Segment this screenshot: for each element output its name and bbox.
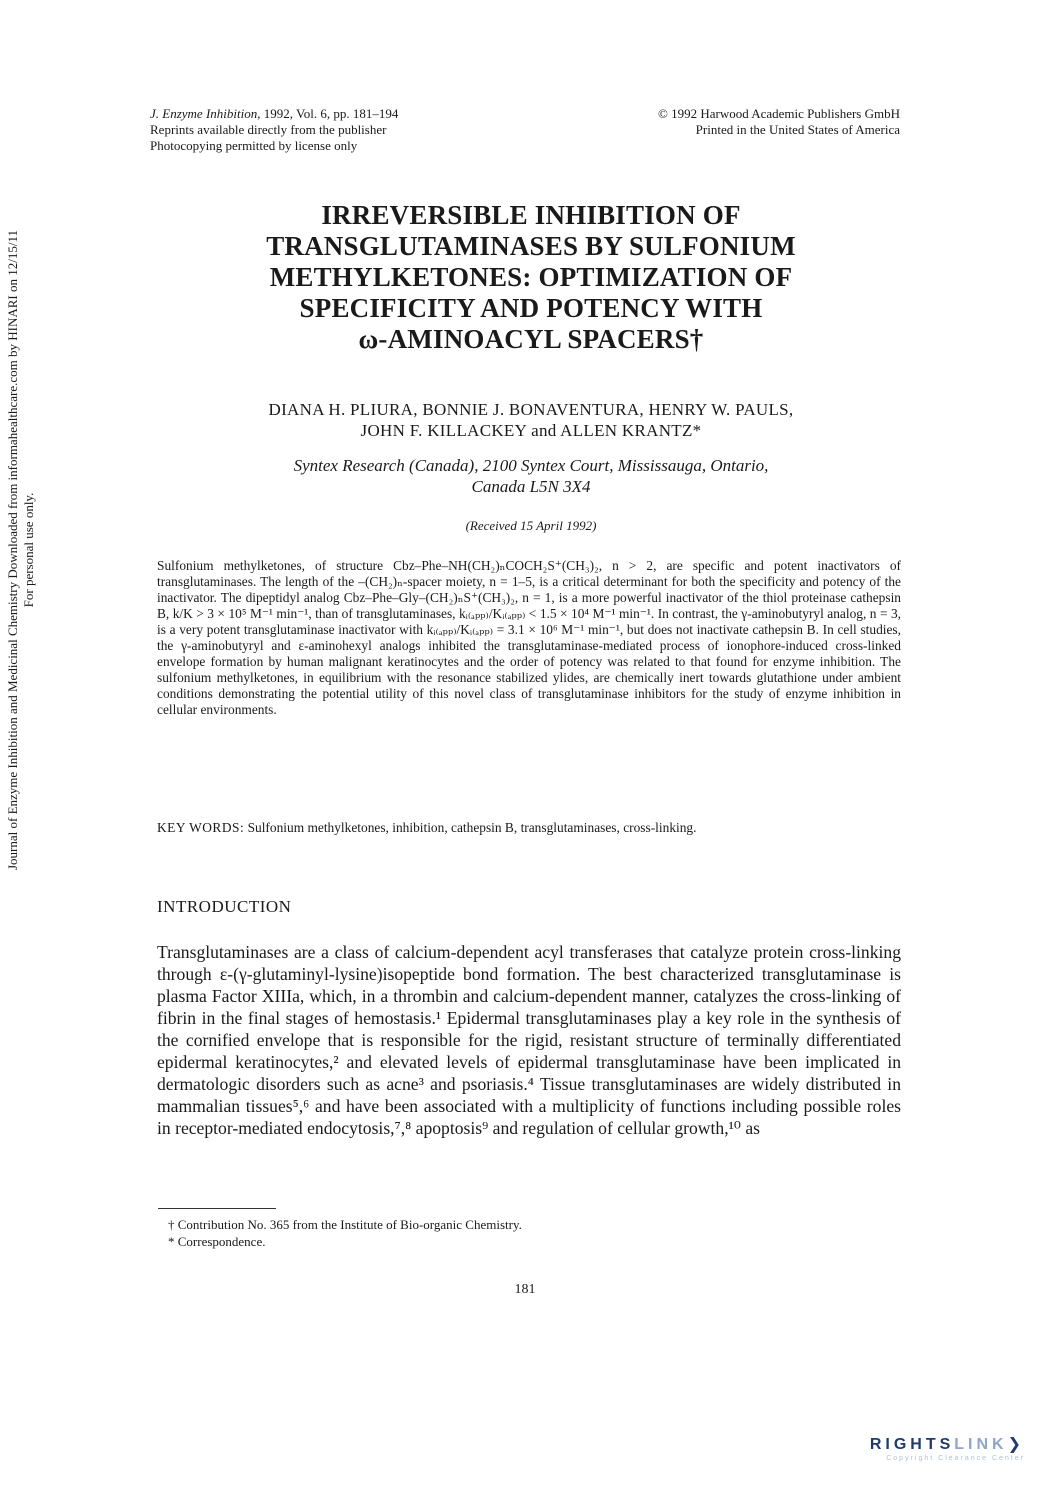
page-number: 181 [514, 1282, 536, 1297]
affiliation [160, 455, 902, 497]
section-heading: INTRODUCTION [157, 897, 292, 916]
logo-subtitle: Copyright Clearance Center [886, 1455, 1025, 1462]
author-list [160, 399, 902, 441]
printed-note: Printed in the United States of America [695, 122, 900, 137]
footnote-dagger: † Contribution No. 365 from the Institute of Bio-organic Chemistry. [168, 1217, 522, 1232]
download-sidebar [5, 0, 45, 1300]
header-left [150, 106, 398, 154]
sidebar-line-2: For personal use only. [21, 492, 36, 608]
header-right [658, 106, 900, 138]
footnote-star: * Correspondence. [168, 1234, 266, 1249]
copyright-note: © 1992 Harwood Academic Publishers GmbH [657, 106, 900, 121]
logo-wordmark: RIGHTSLINK❯ [869, 1436, 1025, 1453]
key-words [157, 820, 901, 836]
title-line: IRREVERSIBLE INHIBITION OF [321, 200, 741, 230]
title-line: ω-AMINOACYL SPACERS† [358, 324, 704, 354]
footnote-rule [158, 1208, 276, 1209]
authors-line-2: JOHN F. KILLACKEY and ALLEN KRANTZ* [360, 421, 702, 440]
authors-line-1: DIANA H. PLIURA, BONNIE J. BONAVENTURA, HENRY W. PAULS, [268, 400, 794, 419]
key-words-text: Sulfonium methylketones, inhibition, cathepsin B, transglutaminases, cross-linking. [244, 820, 697, 835]
sidebar-line-1: Journal of Enzyme Inhibition and Medicinal Chemistry Downloaded from informahealthcare.com by HINARI on 12/15/11 [5, 230, 20, 870]
key-words-label: KEY WORDS: [157, 820, 245, 835]
article-title [160, 200, 902, 355]
introduction-paragraph: Transglutaminases are a class of calcium-dependent acyl transferases that catalyze protein cross-linking through ε-(γ-glutaminyl-lysine)isopeptide bond formation. The best characterized transglutaminase is plasma Factor XIIIa, which, in a thrombin and calcium-dependent manner, catalyzes the cross-linking of fibrin in the final stages of hemostasis.¹ Epidermal transglutaminases play a key role in the synthesis of the cornified envelope that is responsible for the rigid, resistant structure of terminally differentiated epidermal keratinocytes,² and elevated levels of epidermal transglutaminase have been implicated in dermatologic disorders such as acne³ and psoriasis.⁴ Tissue transglutaminases are widely distributed in mammalian tissues⁵,⁶ and have been associated with a multiplicity of functions including possible roles in receptor-mediated endocytosis,⁷,⁸ apoptosis⁹ and regulation of cellular growth,¹⁰ as [157, 942, 901, 1138]
affiliation-line-2: Canada L5N 3X4 [471, 477, 591, 496]
title-line: TRANSGLUTAMINASES BY SULFONIUM [266, 231, 796, 261]
reprints-note: Reprints available directly from the publisher [150, 122, 387, 137]
rightslink-logo[interactable] [870, 1434, 1025, 1462]
journal-citation: J. Enzyme Inhibition, 1992, Vol. 6, pp. 181–194 [150, 106, 399, 121]
abstract: Sulfonium methylketones, of structure Cbz–Phe–NH(CH₂)ₙCOCH₂S⁺(CH₃)₂, n > 2, are specific and potent inactivators of transglutaminases. The length of the –(CH₂)ₙ-spacer moiety, n = 1–5, is a critical determinant for both the specificity and potency of the inactivator. The dipeptidyl analog Cbz–Phe–Gly–(CH₂)ₙS⁺(CH₃)₂, n = 1, is a more powerful inactivator of the thiol proteinase cathepsin B, k/K > 3 × 10⁵ M⁻¹ min⁻¹, than of transglutaminases, kᵢ₍ₐₚₚ₎/Kᵢ₍ₐₚₚ₎ < 1.5 × 10⁴ M⁻¹ min⁻¹. In contrast, the γ-aminobutyryl analog, n = 3, is a very potent transglutaminase inactivator with kᵢ₍ₐₚₚ₎/Kᵢ₍ₐₚₚ₎ = 3.1 × 10⁶ M⁻¹ min⁻¹, but does not inactivate cathepsin B. In cell studies, the γ-aminobutyryl and ε-aminohexyl analogs inhibited the transglutaminase-mediated process of ionophore-induced cross-linked envelope formation by human malignant keratinocytes and the order of potency was related to that found for enzyme inhibition. The sulfonium methylketones, in equilibrium with the resonance stabilized ylides, are chemically inert towards glutathione under ambient conditions demonstrating the potential utility of this novel class of transglutaminase inhibitors for the study of enzyme inhibition in cellular environments. [157, 558, 901, 717]
affiliation-line-1: Syntex Research (Canada), 2100 Syntex Court, Mississauga, Ontario, [293, 456, 769, 475]
photocopy-note: Photocopying permitted by license only [150, 138, 358, 153]
title-line: METHYLKETONES: OPTIMIZATION OF [269, 262, 793, 292]
received-date: (Received 15 April 1992) [465, 518, 597, 533]
title-line: SPECIFICITY AND POTENCY WITH [299, 293, 763, 323]
chevron-icon: ❯ [1007, 1436, 1025, 1453]
